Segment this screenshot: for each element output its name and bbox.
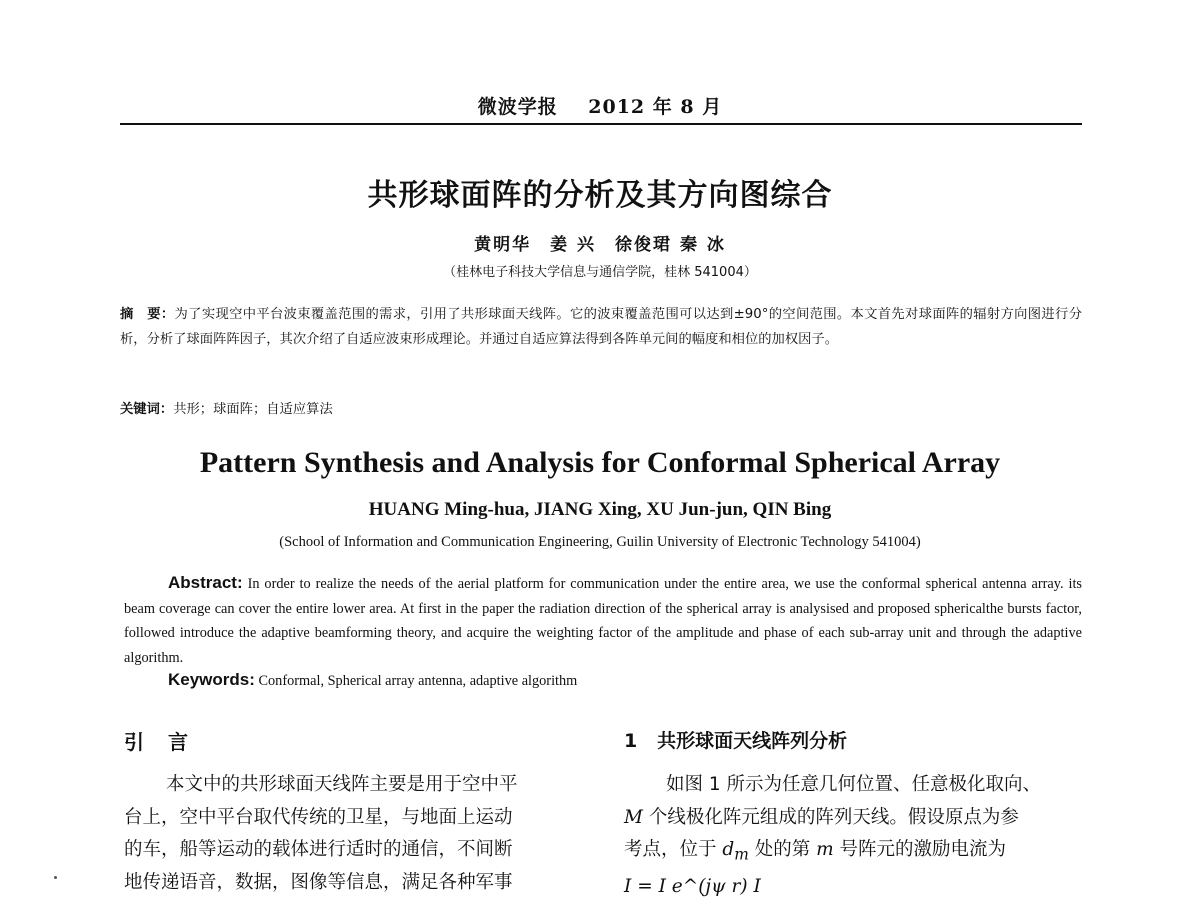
abstract-cn bbox=[120, 302, 1082, 352]
affiliation-en: (School of Information and Communication Engineering, Guilin University of Electronic Technology 541004) bbox=[279, 534, 921, 550]
abstract-cn-label: 摘 要： bbox=[120, 307, 175, 322]
section-intro-char1: 引 bbox=[124, 730, 144, 754]
body-left-line: 的车，船等运动的载体进行适时的通信，不间断 bbox=[124, 839, 513, 860]
abstract-en-label: Abstract: bbox=[168, 573, 243, 592]
paper-title-cn: 共形球面阵的分析及其方向图综合 bbox=[367, 178, 833, 213]
journal-date: 2012 年 8 月 bbox=[588, 96, 723, 118]
symbol-d: d bbox=[722, 839, 735, 860]
scan-speck bbox=[54, 876, 57, 879]
keywords-en bbox=[168, 670, 1068, 690]
affiliation-cn: （桂林电子科技大学信息与通信学院，桂林 541004） bbox=[443, 265, 757, 280]
running-header bbox=[0, 92, 1200, 119]
abstract-en-text: In order to realize the needs of the aerial platform for communication under the entire area, we use the conformal spherical antenna array. its beam coverage can cover the entire lower area. At first in the paper the radiation direction of the spherical array is analysised and proposed sphericalthe bursts factor, followed introduce the adaptive beamforming theory, and acquire the weighting factor of the amplitude and phase of each sub-array unit and through the adaptive algorithm. bbox=[124, 576, 1082, 666]
subscript-m: m bbox=[734, 845, 749, 864]
section-heading-1 bbox=[624, 726, 847, 753]
abstract-en bbox=[124, 571, 1082, 670]
authors-en: HUANG Ming-hua, JIANG Xing, XU Jun-jun, QIN Bing bbox=[368, 499, 832, 520]
authors-cn: 黄明华 姜 兴 徐俊珺 秦 冰 bbox=[474, 235, 726, 255]
body-column-left bbox=[124, 769, 584, 899]
section-heading-intro bbox=[124, 726, 188, 755]
body-column-right bbox=[624, 769, 1086, 904]
equation-line-cut: I = I e^(jψ r) I bbox=[624, 876, 761, 898]
body-left-line: 台上，空中平台取代传统的卫星，与地面上运动 bbox=[124, 806, 513, 828]
header-rule bbox=[120, 123, 1082, 125]
body-right-line: 考点，位于 $d_m$ 处的第 m 号阵元的激励电流为 bbox=[624, 839, 1007, 864]
symbol-m: m bbox=[816, 839, 834, 860]
journal-name: 微波学报 bbox=[477, 96, 558, 118]
section-1-title: 共形球面天线阵列分析 bbox=[657, 730, 848, 752]
symbol-M: M bbox=[624, 806, 643, 828]
abstract-cn-text: 为了实现空中平台波束覆盖范围的需求，引用了共形球面天线阵。它的波束覆盖范围可以达到±90°的空间范围。本文首先对球面阵的辐射方向图进行分析，分析了球面阵阵因子，其次介绍了自适应波束形成理论。并通过自适应算法得到各阵单元间的幅度和相位的加权因子。 bbox=[120, 307, 1082, 347]
body-left-line: 地传递语音，数据，图像等信息，满足各种军事 bbox=[124, 871, 513, 893]
keywords-cn-label: 关键词： bbox=[120, 402, 174, 417]
section-1-number: 1 bbox=[624, 730, 638, 752]
keywords-en-text: Conformal, Spherical array antenna, adaptive algorithm bbox=[258, 673, 578, 689]
body-right-line: M 个线极化阵元组成的阵列天线。假设原点为参 bbox=[624, 806, 1019, 828]
section-intro-char2: 言 bbox=[168, 730, 188, 754]
keywords-cn-text: 共形；球面阵；自适应算法 bbox=[173, 402, 333, 417]
body-left-line: 本文中的共形球面天线阵主要是用于空中平 bbox=[166, 774, 518, 795]
keywords-en-label: Keywords: bbox=[168, 670, 255, 689]
body-right-line: 如图 1 所示为任意几何位置、任意极化取向、 bbox=[666, 774, 1042, 795]
paper-title-en: Pattern Synthesis and Analysis for Conformal Spherical Array bbox=[199, 446, 1001, 479]
keywords-cn bbox=[120, 398, 1082, 417]
